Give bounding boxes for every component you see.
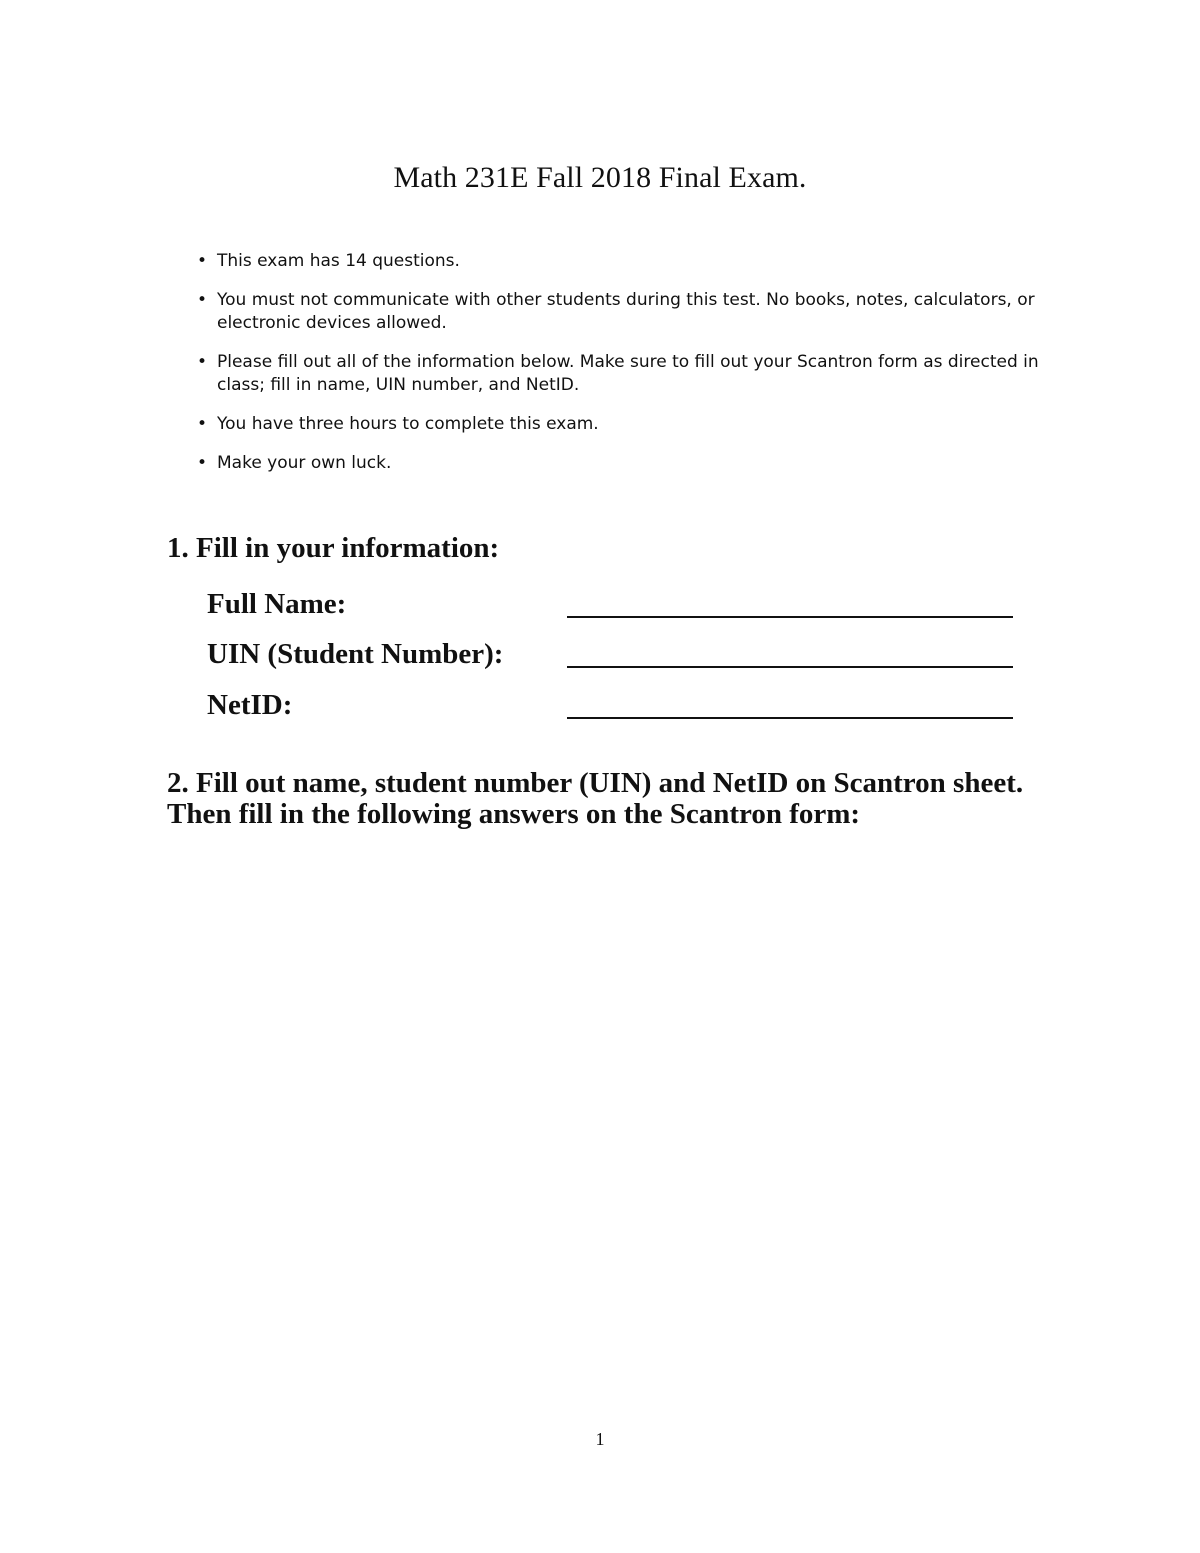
instruction-text: Please fill out all of the information below. Make sure to fill out your Scantron form as directed in class; fill in name, UIN number, and NetID. — [217, 352, 1039, 395]
exam-title: Math 231E Fall 2018 Final Exam. — [393, 161, 807, 194]
instruction-item — [197, 289, 1047, 335]
uin-field[interactable] — [567, 666, 1013, 668]
instruction-item — [197, 413, 1047, 436]
netid-label: NetID: — [207, 689, 293, 721]
instructions-list — [197, 250, 1047, 491]
instruction-text: You have three hours to complete this exam. — [217, 414, 599, 434]
page-number: 1 — [595, 1429, 605, 1449]
uin-label: UIN (Student Number): — [207, 638, 504, 670]
bullet-icon: • — [197, 453, 208, 473]
bullet-icon: • — [197, 352, 208, 372]
instruction-text: You must not communicate with other students during this test. No books, notes, calculators, or electronic devices allowed. — [217, 290, 1035, 333]
section-2-heading: 2. Fill out name, student number (UIN) and NetID on Scantron sheet. Then fill in the following answers on the Scantron form: — [167, 767, 1024, 830]
instruction-item — [197, 452, 1047, 475]
netid-field[interactable] — [567, 717, 1013, 719]
full-name-label: Full Name: — [207, 588, 347, 620]
instruction-text: This exam has 14 questions. — [217, 251, 460, 271]
bullet-icon: • — [197, 414, 208, 434]
netid-row — [207, 687, 1017, 727]
full-name-field[interactable] — [567, 616, 1013, 618]
bullet-icon: • — [197, 251, 208, 271]
instruction-item — [197, 351, 1047, 397]
bullet-icon: • — [197, 290, 208, 310]
uin-row — [207, 636, 1017, 676]
instruction-item — [197, 250, 1047, 273]
instruction-text: Make your own luck. — [217, 453, 392, 473]
full-name-row — [207, 586, 1017, 626]
section-1-heading: 1. Fill in your information: — [167, 532, 500, 564]
